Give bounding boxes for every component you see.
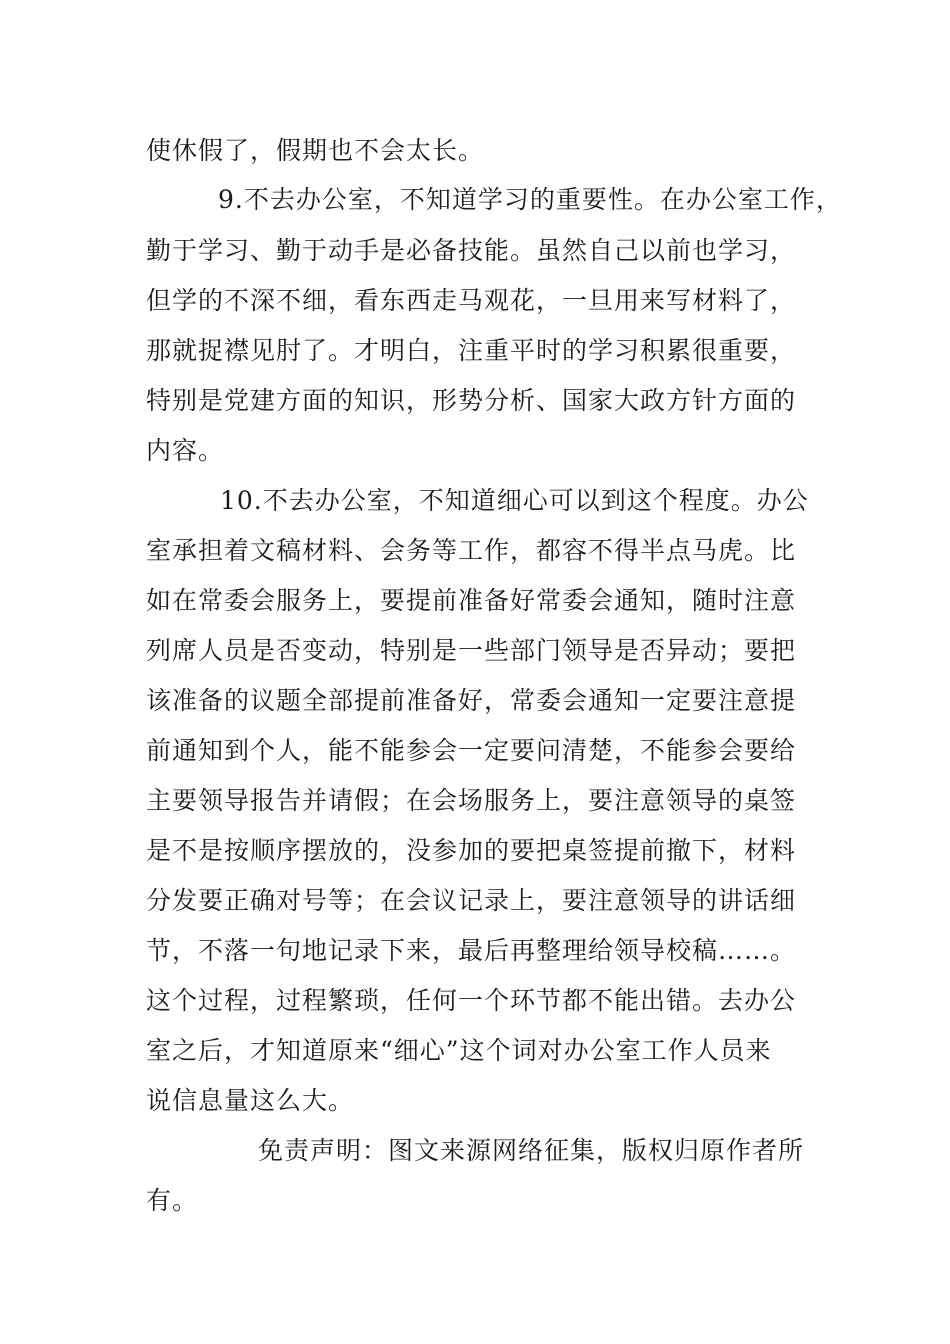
paragraph-9-first-line: 9.不去办公室，不知道学习的重要性。在办公室工作，: [218, 185, 842, 214]
text-line: 内容。: [146, 436, 225, 465]
text-line: 说信息量这么大。: [146, 1086, 355, 1115]
text-line: 主要领导报告并请假；在会场服务上，要注意领导的桌签: [146, 786, 797, 815]
paragraph-10-first-line: 10.不去办公室，不知道细心可以到这个程度。办公: [220, 486, 809, 515]
text-line: 室承担着文稿材料、会务等工作，都容不得半点马虎。比: [146, 536, 797, 565]
text-line: 分发要正确对号等；在会议记录上，要注意领导的讲话细: [146, 886, 797, 915]
text-line: 勤于学习、勤于动手是必备技能。虽然自己以前也学习，: [146, 236, 797, 265]
text-line: 但学的不深不细，看东西走马观花，一旦用来写材料了，: [146, 286, 797, 315]
text-line: 是不是按顺序摆放的，没参加的要把桌签提前撤下，材料: [146, 836, 797, 865]
text-line: 节，不落一句地记录下来，最后再整理给领导校稿……。: [146, 936, 797, 965]
text-line: 该准备的议题全部提前准备好，常委会通知一定要注意提: [146, 686, 797, 715]
text-line: 列席人员是否变动，特别是一些部门领导是否异动；要把: [146, 636, 797, 665]
text-line: 使休假了，假期也不会太长。: [146, 136, 485, 165]
text-line: 室之后，才知道原来“细心”这个词对办公室工作人员来: [146, 1036, 772, 1065]
text-line: 特别是党建方面的知识，形势分析、国家大政方针方面的: [146, 386, 797, 415]
text-line: 前通知到个人，能不能参会一定要问清楚，不能参会要给: [146, 736, 797, 765]
disclaimer-last-line: 有。: [146, 1186, 199, 1215]
disclaimer-first-line: 免责声明：图文来源网络征集，版权归原作者所: [258, 1136, 805, 1165]
text-line: 这个过程，过程繁琐，任何一个环节都不能出错。去办公: [146, 986, 797, 1015]
text-line: 如在常委会服务上，要提前准备好常委会通知，随时注意: [146, 586, 797, 615]
text-line: 那就捉襟见肘了。才明白，注重平时的学习积累很重要，: [146, 336, 797, 365]
